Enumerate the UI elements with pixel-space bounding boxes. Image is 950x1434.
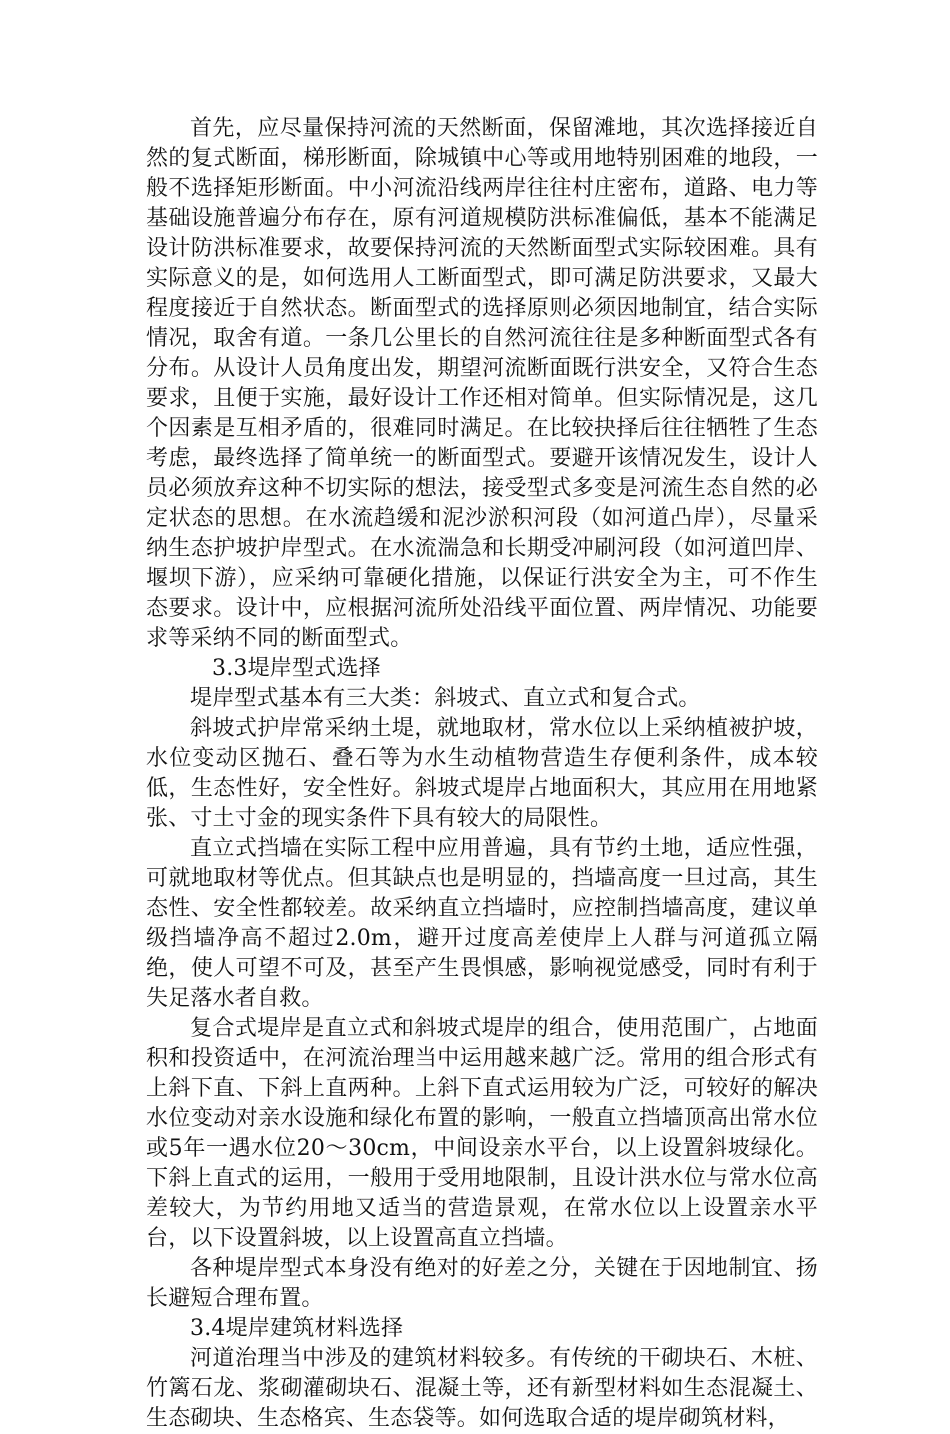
document-body: [146, 114, 818, 1434]
paragraph-embankment-types: 堤岸型式基本有三大类：斜坡式、直立式和复合式。: [190, 686, 701, 711]
paragraph-materials: 河道治理当中涉及的建筑材料较多。有传统的干砌块石、木桩、竹篱石龙、浆砌灌砌块石、混凝土等，还有新型材料如生态混凝土、生态砌块、生态格宾、生态袋等。如何选取合适的堤岸砌筑材料，: [146, 1346, 818, 1431]
paragraph-slope-type: 斜坡式护岸常采纳土堤，就地取材，常水位以上采纳植被护坡，水位变动区抛石、叠石等为水生动植物营造生存便利条件，成本较低，生态性好，安全性好。斜坡式堤岸占地面积大，其应用在用地紧张、寸土寸金的现实条件下具有较大的局限性。: [146, 716, 818, 831]
paragraph-summary: 各种堤岸型式本身没有绝对的好差之分，关键在于因地制宜、扬长避短合理布置。: [146, 1256, 818, 1311]
section-heading-3-3: 3.3堤岸型式选择: [212, 656, 381, 681]
paragraph-composite-type: 复合式堤岸是直立式和斜坡式堤岸的组合，使用范围广，占地面积和投资适中，在河流治理当中运用越来越广泛。常用的组合形式有上斜下直、下斜上直两种。上斜下直式运用较为广泛，可较好的解决水位变动对亲水设施和绿化布置的影响，一般直立挡墙顶高出常水位或5年一遇水位20～30cm，中间设亲水平台，以上设置斜坡绿化。下斜上直式的运用，一般用于受用地限制，且设计洪水位与常水位高差较大，为节约用地又适当的营造景观，在常水位以上设置亲水平台，以下设置斜坡，以上设置高直立挡墙。: [146, 1016, 818, 1251]
section-heading-3-4: 3.4堤岸建筑材料选择: [190, 1316, 404, 1341]
paragraph-cross-section: 首先，应尽量保持河流的天然断面，保留滩地，其次选择接近自然的复式断面，梯形断面，除城镇中心等或用地特别困难的地段，一般不选择矩形断面。中小河流沿线两岸往往村庄密布，道路、电力等基础设施普遍分布存在，原有河道规模防洪标准偏低，基本不能满足设计防洪标准要求，故要保持河流的天然断面型式实际较困难。具有实际意义的是，如何选用人工断面型式，即可满足防洪要求，又最大程度接近于自然状态。断面型式的选择原则必须因地制宜，结合实际情况，取舍有道。一条几公里长的自然河流往往是多种断面型式各有分布。从设计人员角度出发，期望河流断面既行洪安全，又符合生态要求，且便于实施，最好设计工作还相对简单。但实际情况是，这几个因素是互相矛盾的，很难同时满足。在比较抉择后往往牺牲了生态考虑，最终选择了简单统一的断面型式。要避开该情况发生，设计人员必须放弃这种不切实际的想法，接受型式多变是河流生态自然的必定状态的思想。在水流趋缓和泥沙淤积河段（如河道凸岸），尽量采纳生态护坡护岸型式。在水流湍急和长期受冲刷河段（如河道凹岸、堰坝下游），应采纳可靠硬化措施，以保证行洪安全为主，可不作生态要求。设计中，应根据河流所处沿线平面位置、两岸情况、功能要求等采纳不同的断面型式。: [146, 116, 818, 651]
paragraph-vertical-wall: 直立式挡墙在实际工程中应用普遍，具有节约土地，适应性强，可就地取材等优点。但其缺点也是明显的，挡墙高度一旦过高，其生态性、安全性都较差。故采纳直立挡墙时，应控制挡墙高度，建议单级挡墙净高不超过2.0m，避开过度高差使岸上人群与河道孤立隔绝，使人可望不可及，甚至产生畏惧感，影响视觉感受，同时有利于失足落水者自救。: [146, 836, 818, 1011]
